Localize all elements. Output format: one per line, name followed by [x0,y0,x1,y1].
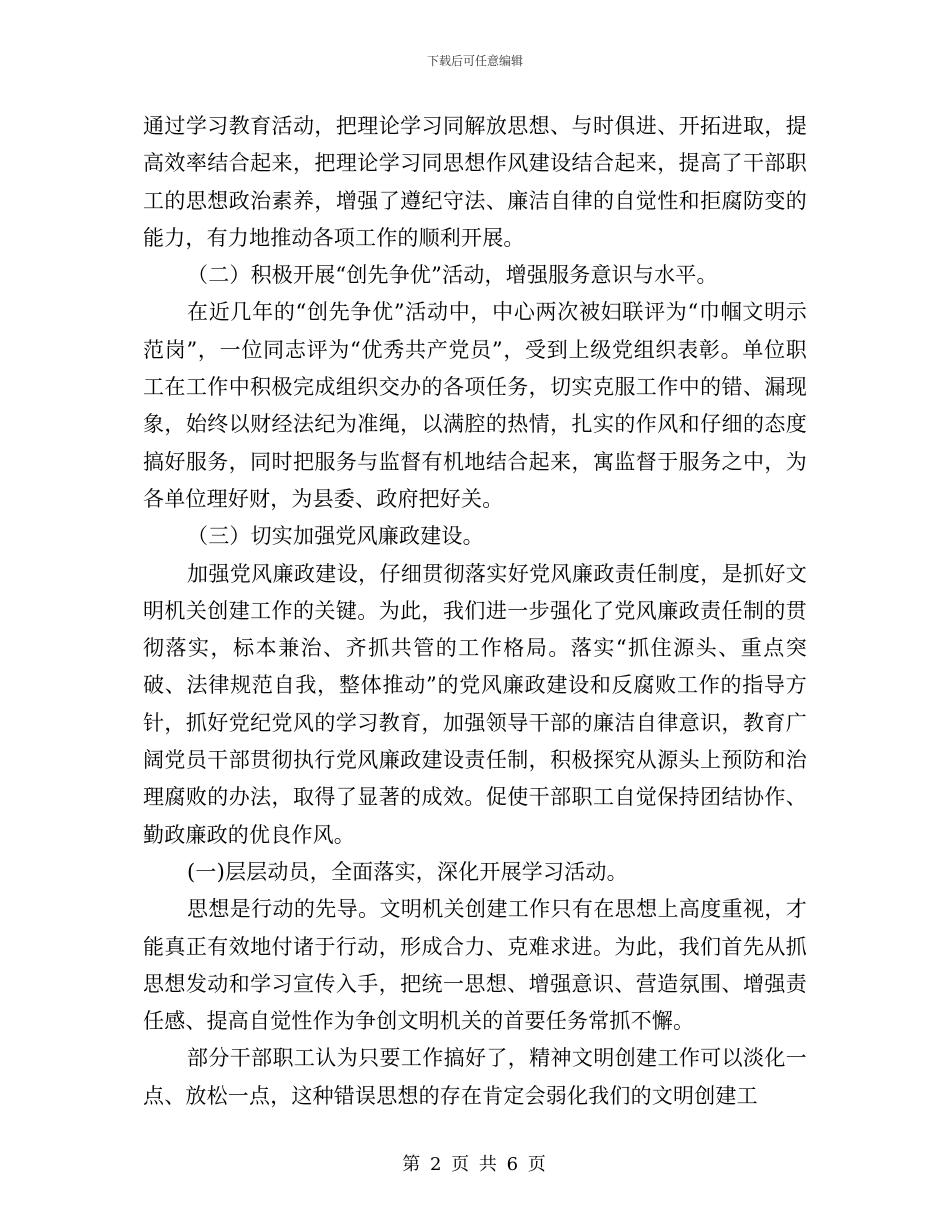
section-heading-3: （三）切实加强党风廉政建设。 [187,524,484,549]
document-body [143,108,807,1115]
paragraph-4: 思想是行动的先导。文明机关创建工作只有在思想上高度重视，才能真正有效地付诸于行动，形成合力、克难求进。为此，我们首先从抓思想发动和学习宣传入手，把统一思想、增强意识、营造氛围、增强责任感、提高自觉性作为争创文明机关的首要任务常抓不懈。 [143,897,807,1034]
page-number-footer: 第 2 页 共 6 页 [402,1154,548,1175]
paragraph-2: 在近几年的“创先争优”活动中，中心两次被妇联评为“巾帼文明示范岗”，一位同志评为“优秀共产党员”，受到上级党组织表彰。单位职工在工作中积极完成组织交办的各项任务，切实克服工作中的错、漏现象，始终以财经法纪为准绳，以满腔的热情，扎实的作风和仔细的态度搞好服务，同时把服务与监督有机地结合起来，寓监督于服务之中，为各单位理好财，为县委、政府把好关。 [143,300,807,511]
section-heading-1: (一)层层动员，全面落实，深化开展学习活动。 [187,859,628,884]
section-heading-2: （二）积极开展“创先争优”活动，增强服务意识与水平。 [187,263,718,288]
paragraph-1: 通过学习教育活动，把理论学习同解放思想、与时俱进、开拓进取，提高效率结合起来，把理论学习同思想作风建设结合起来，提高了干部职工的思想政治素养，增强了遵纪守法、廉洁自律的自觉性和拒腐防变的能力，有力地推动各项工作的顺利开展。 [143,114,807,250]
paragraph-5: 部分干部职工认为只要工作搞好了，精神文明创建工作可以淡化一点、放松一点，这种错误思想的存在肯定会弱化我们的文明创建工 [143,1046,807,1108]
paragraph-3: 加强党风廉政建设，仔细贯彻落实好党风廉政责任制度，是抓好文明机关创建工作的关键。为此，我们进一步强化了党风廉政责任制的贯彻落实，标本兼治、齐抓共管的工作格局。落实“抓住源头、重点突破、法律规范自我，整体推动”的党风廉政建设和反腐败工作的指导方针，抓好党纪党风的学习教育，加强领导干部的廉洁自律意识，教育广阔党员干部贯彻执行党风廉政建设责任制，积极探究从源头上预防和治理腐败的办法，取得了显著的成效。促使干部职工自觉保持团结协作、勤政廉政的优良作风。 [143,561,807,847]
page-header-note: 下载后可任意编辑 [426,54,523,68]
